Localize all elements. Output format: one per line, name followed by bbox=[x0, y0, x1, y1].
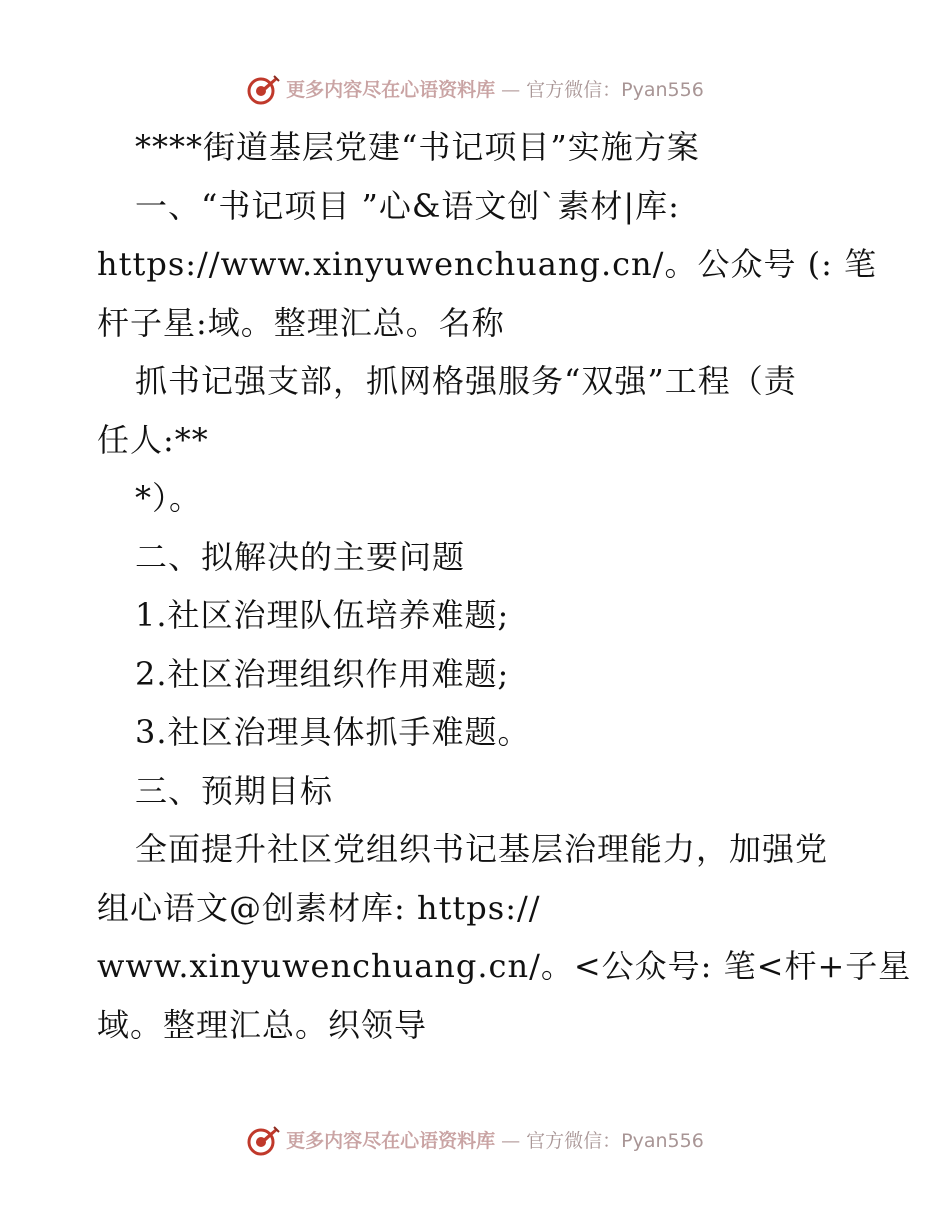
pen-nib-circle-icon bbox=[246, 1124, 280, 1158]
section-two-heading: 二、拟解决的主要问题 bbox=[135, 537, 466, 576]
section-one-heading: 一、“书记项目 ”心&语文创`素材|库: bbox=[135, 186, 680, 225]
banner-dash: — bbox=[501, 79, 521, 101]
list-item: 2.社区治理组织作用难题; bbox=[135, 654, 510, 693]
paragraph-line: 域。整理汇总。织领导 bbox=[97, 1005, 428, 1044]
banner-main-text: 更多内容尽在心语资料库 bbox=[286, 79, 496, 101]
paragraph-line: *）。 bbox=[135, 479, 203, 517]
section-three-heading: 三、预期目标 bbox=[135, 771, 334, 810]
paragraph-line: 抓书记强支部，抓网格强服务“双强”工程（责 bbox=[135, 362, 797, 400]
footer-banner bbox=[0, 1121, 950, 1161]
paragraph-line: 杆子星:域。整理汇总。名称 bbox=[97, 303, 505, 342]
paragraph-line: www.xinyuwenchuang.cn/。<公众号: 笔<杆+子星 bbox=[97, 947, 912, 985]
banner-contact-text: 官方微信：Pyan556 bbox=[526, 1130, 704, 1152]
paragraph-line: 组心语文@创素材库: https:// bbox=[97, 888, 541, 927]
paragraph-line: https://www.xinyuwenchuang.cn/。公众号 (: 笔 bbox=[97, 245, 878, 283]
list-item: 3.社区治理具体抓手难题。 bbox=[135, 713, 531, 751]
paragraph-line: 任人:** bbox=[97, 420, 209, 459]
list-item: 1.社区治理队伍培养难题; bbox=[135, 596, 510, 634]
banner-main-text: 更多内容尽在心语资料库 bbox=[286, 1130, 496, 1152]
banner-dash: — bbox=[501, 1130, 521, 1152]
banner-content bbox=[246, 70, 704, 110]
banner-content bbox=[246, 1121, 704, 1161]
banner-contact-text: 官方微信：Pyan556 bbox=[526, 79, 704, 101]
document-title: ****街道基层党建“书记项目”实施方案 bbox=[135, 128, 700, 166]
pen-nib-circle-icon bbox=[246, 73, 280, 107]
paragraph-line: 全面提升社区党组织书记基层治理能力，加强党 bbox=[135, 830, 829, 868]
document-body bbox=[97, 118, 912, 1054]
header-banner bbox=[0, 70, 950, 110]
